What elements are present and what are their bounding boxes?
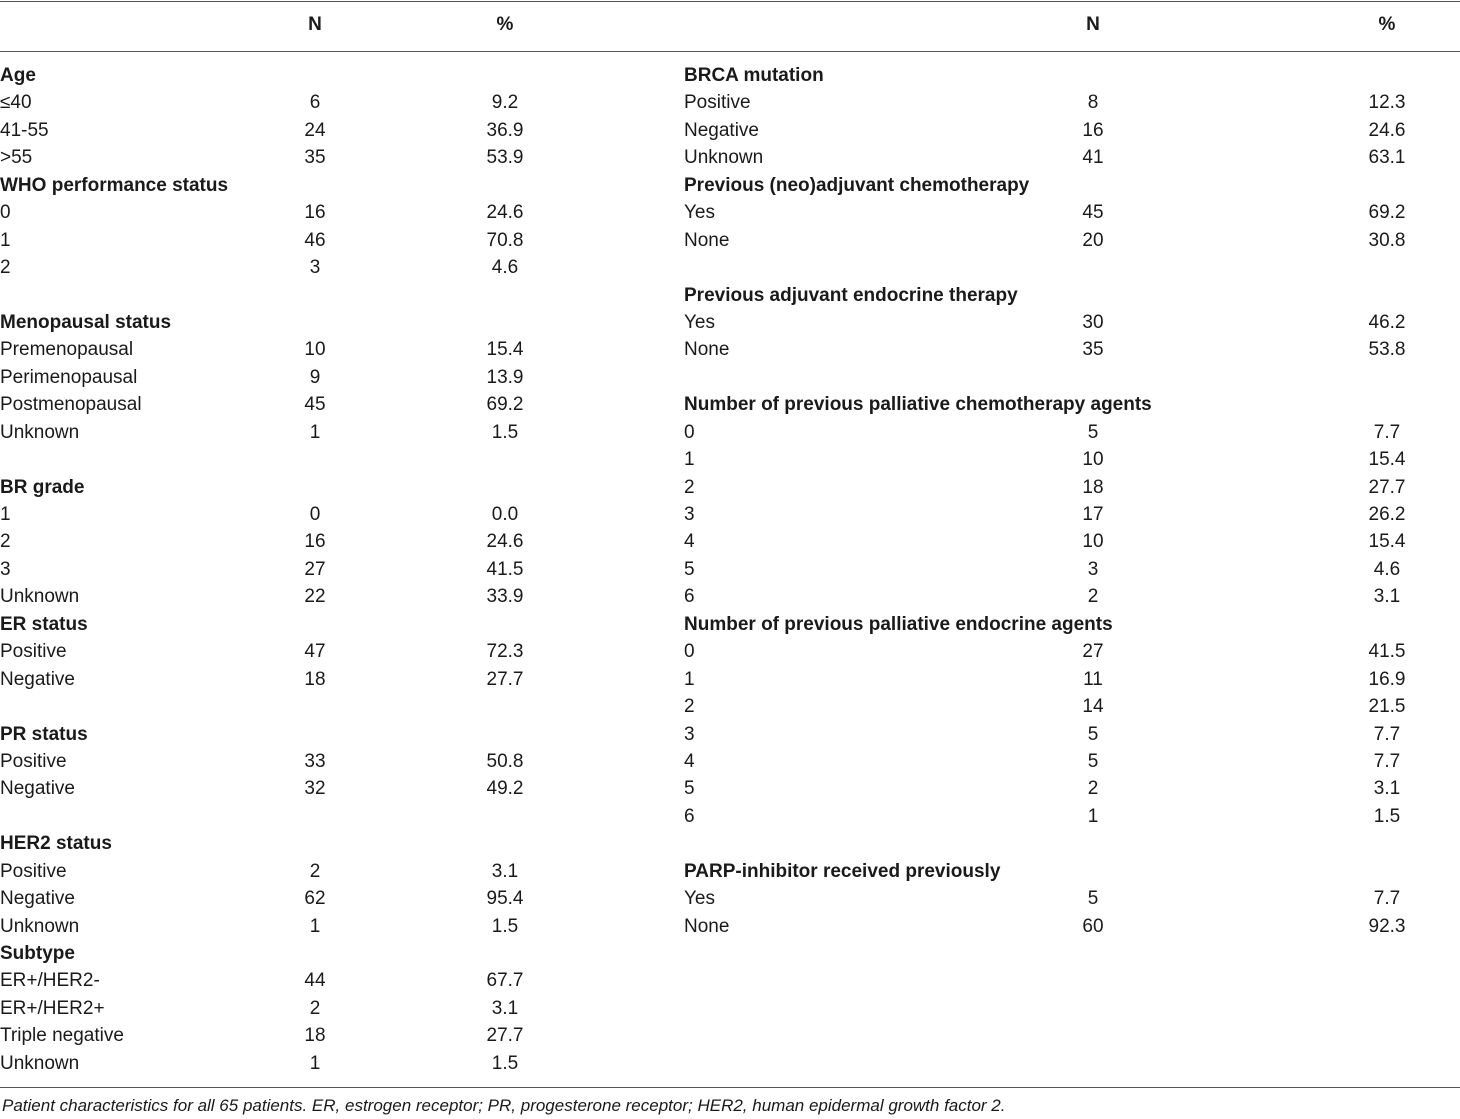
row-label: ER+/HER2+ [0, 997, 105, 1019]
row-pct-value: 3.1 [491, 860, 519, 882]
row-label: 1 [0, 229, 11, 251]
section-heading-label: Previous (neo)adjuvant chemotherapy [684, 174, 1030, 196]
section-heading [684, 172, 1444, 199]
row-n-value: 3 [309, 257, 321, 279]
table-row [684, 336, 1444, 363]
table-row [0, 419, 640, 446]
section-heading-label: Menopausal status [0, 311, 172, 333]
table-row [684, 501, 1444, 528]
section-heading [0, 830, 640, 857]
row-n-value: 27 [304, 558, 326, 580]
row-pct-value: 46.2 [1368, 311, 1406, 333]
row-pct-value: 24.6 [486, 531, 524, 553]
row-pct-value: 30.8 [1368, 229, 1406, 251]
row-label: Positive [0, 860, 67, 882]
section-heading-label: Number of previous palliative chemotherapy agents [684, 394, 1152, 416]
row-n-value: 14 [1082, 696, 1104, 718]
row-pct-value: 27.7 [486, 1025, 524, 1047]
row-n-value: 27 [1082, 641, 1104, 663]
row-label: Unknown [0, 915, 80, 937]
row-pct-value: 1.5 [491, 915, 519, 937]
row-n-value: 5 [1087, 723, 1099, 745]
row-label: 6 [684, 805, 695, 827]
section-heading-label: Age [0, 65, 36, 86]
table-row [0, 391, 640, 418]
row-label: None [684, 915, 730, 937]
row-pct-value: 9.2 [491, 92, 519, 114]
row-label: Postmenopausal [0, 394, 142, 416]
table-row [684, 446, 1444, 473]
row-n-value: 3 [1087, 558, 1099, 580]
row-pct-value: 49.2 [486, 778, 524, 800]
table-row [0, 885, 640, 912]
table-row [684, 748, 1444, 775]
section-heading [0, 62, 640, 89]
table-row [0, 995, 640, 1022]
table-row [0, 556, 640, 583]
row-label: None [684, 229, 730, 251]
row-label: 3 [0, 558, 11, 580]
row-n-value: 17 [1082, 504, 1104, 525]
left-column [0, 62, 640, 1077]
row-label: ER+/HER2- [0, 970, 100, 992]
row-pct-value: 41.5 [1368, 641, 1406, 663]
row-n-value: 18 [304, 668, 326, 690]
row-n-value: 35 [304, 147, 326, 169]
section-heading-label: WHO performance status [0, 174, 229, 196]
table-row [0, 501, 640, 528]
row-n-value: 5 [1087, 888, 1099, 910]
row-pct-value: 36.9 [486, 119, 524, 141]
row-label: Positive [0, 750, 67, 772]
row-label: 2 [0, 257, 11, 279]
table-row [0, 748, 640, 775]
row-n-value: 10 [1082, 449, 1104, 471]
table-row [0, 967, 640, 994]
table-row [0, 227, 640, 254]
row-pct-value: 15.4 [1368, 449, 1406, 471]
row-pct-value: 24.6 [1368, 119, 1406, 141]
row-pct-value: 95.4 [486, 888, 524, 910]
row-pct-value: 1.5 [1373, 805, 1401, 827]
section-heading [0, 309, 640, 336]
row-n-value: 32 [304, 778, 326, 800]
row-label: Unknown [0, 421, 80, 443]
row-n-value: 1 [309, 915, 321, 937]
header-pct-right: % [1378, 14, 1396, 35]
section-heading [0, 172, 640, 199]
table-caption: Patient characteristics for all 65 patients. ER, estrogen receptor; PR, progesterone receptor; HER2, human epidermal growth factor 2. [2, 1096, 1006, 1115]
row-pct-value: 3.1 [1373, 586, 1401, 608]
table-row [0, 528, 640, 555]
section-heading-label: Subtype [0, 943, 75, 964]
row-pct-value: 3.1 [1373, 778, 1401, 800]
row-pct-value: 92.3 [1368, 915, 1406, 937]
row-label: Triple negative [0, 1025, 124, 1047]
row-n-value: 2 [1087, 586, 1099, 608]
row-pct-value: 69.2 [486, 394, 524, 416]
row-pct-value: 0.0 [491, 504, 519, 525]
row-n-value: 47 [304, 641, 326, 663]
row-label: ≤40 [0, 92, 32, 114]
row-label: 4 [684, 750, 695, 772]
table-row [684, 309, 1444, 336]
table-row [0, 666, 640, 693]
row-pct-value: 15.4 [1368, 531, 1406, 553]
row-n-value: 16 [304, 202, 326, 224]
table-row [684, 693, 1444, 720]
row-n-value: 33 [304, 750, 326, 772]
row-pct-value: 21.5 [1368, 696, 1406, 718]
row-n-value: 24 [304, 119, 326, 141]
row-label: 3 [684, 504, 695, 525]
table-row [0, 117, 640, 144]
row-label: 2 [0, 531, 11, 553]
table-row [0, 144, 640, 171]
spacer-row [0, 446, 640, 473]
row-pct-value: 24.6 [486, 202, 524, 224]
table-row [0, 858, 640, 885]
row-label: 5 [684, 558, 695, 580]
row-pct-value: 53.9 [486, 147, 524, 169]
row-label: Perimenopausal [0, 366, 138, 388]
row-pct-value: 33.9 [486, 586, 524, 608]
row-pct-value: 53.8 [1368, 339, 1406, 361]
row-n-value: 35 [1082, 339, 1104, 361]
row-n-value: 5 [1087, 421, 1099, 443]
row-n-value: 8 [1087, 92, 1099, 114]
row-n-value: 18 [1082, 476, 1104, 498]
table-row [0, 775, 640, 802]
section-heading-label: PARP-inhibitor received previously [684, 860, 1001, 882]
section-heading-label: PR status [0, 723, 88, 745]
row-n-value: 45 [1082, 202, 1104, 224]
row-label: 5 [684, 778, 695, 800]
spacer-row [0, 693, 640, 720]
row-label: Premenopausal [0, 339, 134, 361]
row-n-value: 22 [304, 586, 326, 608]
row-n-value: 2 [309, 997, 321, 1019]
table-row [684, 528, 1444, 555]
row-pct-value: 69.2 [1368, 202, 1406, 224]
header-rule [0, 51, 1460, 52]
row-n-value: 11 [1083, 668, 1103, 690]
section-heading [0, 940, 640, 967]
table-row [0, 913, 640, 940]
table-row [0, 1022, 640, 1049]
table-row [0, 89, 640, 116]
table-row [684, 89, 1444, 116]
table-row [684, 913, 1444, 940]
table-row [0, 1050, 640, 1077]
spacer-row [684, 364, 1444, 391]
row-label: Negative [0, 668, 75, 690]
table-row [0, 583, 640, 610]
row-pct-value: 1.5 [491, 421, 519, 443]
row-n-value: 1 [309, 421, 321, 443]
row-pct-value: 3.1 [491, 997, 519, 1019]
row-pct-value: 4.6 [491, 257, 519, 279]
row-n-value: 5 [1087, 750, 1099, 772]
row-pct-value: 15.4 [486, 339, 524, 361]
spacer-row [0, 282, 640, 309]
section-heading [684, 858, 1444, 885]
table-row [684, 556, 1444, 583]
row-label: 2 [684, 476, 695, 498]
section-heading-label: ER status [0, 613, 88, 635]
section-heading [684, 62, 1444, 89]
row-label: Positive [684, 92, 751, 114]
section-heading [684, 282, 1444, 309]
row-n-value: 9 [309, 366, 321, 388]
table-row [0, 364, 640, 391]
row-n-value: 20 [1082, 229, 1104, 251]
table-row [684, 803, 1444, 830]
row-pct-value: 7.7 [1373, 888, 1401, 910]
section-heading [0, 611, 640, 638]
row-n-value: 45 [304, 394, 326, 416]
row-label: Yes [684, 311, 715, 333]
row-pct-value: 67.7 [486, 970, 524, 992]
row-pct-value: 7.7 [1373, 723, 1401, 745]
row-n-value: 16 [304, 531, 326, 553]
row-n-value: 0 [309, 504, 321, 525]
row-label: 6 [684, 586, 695, 608]
header-n-right: N [1086, 14, 1100, 35]
section-heading-label: HER2 status [0, 833, 112, 855]
section-heading-label: BR grade [0, 476, 85, 498]
table-row [684, 419, 1444, 446]
row-label: 0 [0, 202, 11, 224]
row-pct-value: 27.7 [1368, 476, 1406, 498]
row-n-value: 60 [1082, 915, 1104, 937]
row-n-value: 41 [1082, 147, 1104, 169]
row-label: 0 [684, 641, 695, 663]
row-label: 0 [684, 421, 695, 443]
section-heading-label: BRCA mutation [684, 65, 824, 86]
header-pct-left: % [496, 14, 514, 35]
table-row [0, 254, 640, 281]
section-heading [684, 391, 1444, 418]
row-label: Negative [684, 119, 759, 141]
section-heading-label: Number of previous palliative endocrine agents [684, 613, 1113, 635]
row-n-value: 18 [304, 1025, 326, 1047]
table-row [684, 474, 1444, 501]
row-n-value: 44 [304, 970, 326, 992]
row-pct-value: 72.3 [486, 641, 524, 663]
row-pct-value: 1.5 [491, 1052, 519, 1074]
table-row [0, 638, 640, 665]
row-pct-value: 63.1 [1368, 147, 1406, 169]
row-label: Negative [0, 888, 75, 910]
row-n-value: 1 [309, 1052, 321, 1074]
table-row [684, 117, 1444, 144]
row-pct-value: 7.7 [1373, 750, 1401, 772]
section-heading [684, 611, 1444, 638]
row-label: 4 [684, 531, 695, 553]
table-row [684, 227, 1444, 254]
row-label: Unknown [684, 147, 764, 169]
row-label: Positive [0, 641, 67, 663]
row-label: Unknown [0, 1052, 80, 1074]
row-pct-value: 70.8 [486, 229, 524, 251]
row-label: Yes [684, 202, 715, 224]
row-n-value: 1 [1087, 805, 1099, 827]
table-row [684, 583, 1444, 610]
row-label: 41-55 [0, 119, 49, 141]
row-label: 3 [684, 723, 695, 745]
row-n-value: 6 [309, 92, 321, 114]
spacer-row [684, 254, 1444, 281]
table-row [684, 666, 1444, 693]
row-pct-value: 41.5 [486, 558, 524, 580]
row-n-value: 2 [309, 860, 321, 882]
row-n-value: 62 [304, 888, 326, 910]
row-label: Unknown [0, 586, 80, 608]
row-n-value: 10 [1082, 531, 1104, 553]
table-row [684, 721, 1444, 748]
row-label: None [684, 339, 730, 361]
row-pct-value: 16.9 [1368, 668, 1406, 690]
row-n-value: 46 [304, 229, 326, 251]
right-column [684, 62, 1444, 940]
row-pct-value: 7.7 [1373, 421, 1401, 443]
row-n-value: 2 [1087, 778, 1099, 800]
row-pct-value: 13.9 [486, 366, 524, 388]
row-label: Yes [684, 888, 715, 910]
table-row [0, 336, 640, 363]
table-top-rule [0, 1, 1460, 2]
table-bottom-rule [0, 1087, 1460, 1088]
spacer-row [684, 830, 1444, 857]
row-pct-value: 4.6 [1373, 558, 1401, 580]
spacer-row [0, 803, 640, 830]
section-heading [0, 721, 640, 748]
row-pct-value: 50.8 [486, 750, 524, 772]
table-row [684, 199, 1444, 226]
row-pct-value: 26.2 [1368, 504, 1406, 525]
header-n-left: N [308, 14, 322, 35]
row-label: 1 [0, 504, 11, 525]
table-row [684, 775, 1444, 802]
row-label: 1 [684, 668, 695, 690]
row-n-value: 16 [1082, 119, 1104, 141]
row-pct-value: 27.7 [486, 668, 524, 690]
row-label: Negative [0, 778, 75, 800]
section-heading-label: Previous adjuvant endocrine therapy [684, 284, 1018, 306]
row-n-value: 10 [304, 339, 326, 361]
row-label: 1 [684, 449, 695, 471]
row-n-value: 30 [1082, 311, 1104, 333]
table-row [0, 199, 640, 226]
section-heading [0, 474, 640, 501]
row-label: 2 [684, 696, 695, 718]
table-row [684, 638, 1444, 665]
row-label: >55 [0, 147, 33, 169]
row-pct-value: 12.3 [1368, 92, 1406, 114]
table-row [684, 144, 1444, 171]
table-row [684, 885, 1444, 912]
